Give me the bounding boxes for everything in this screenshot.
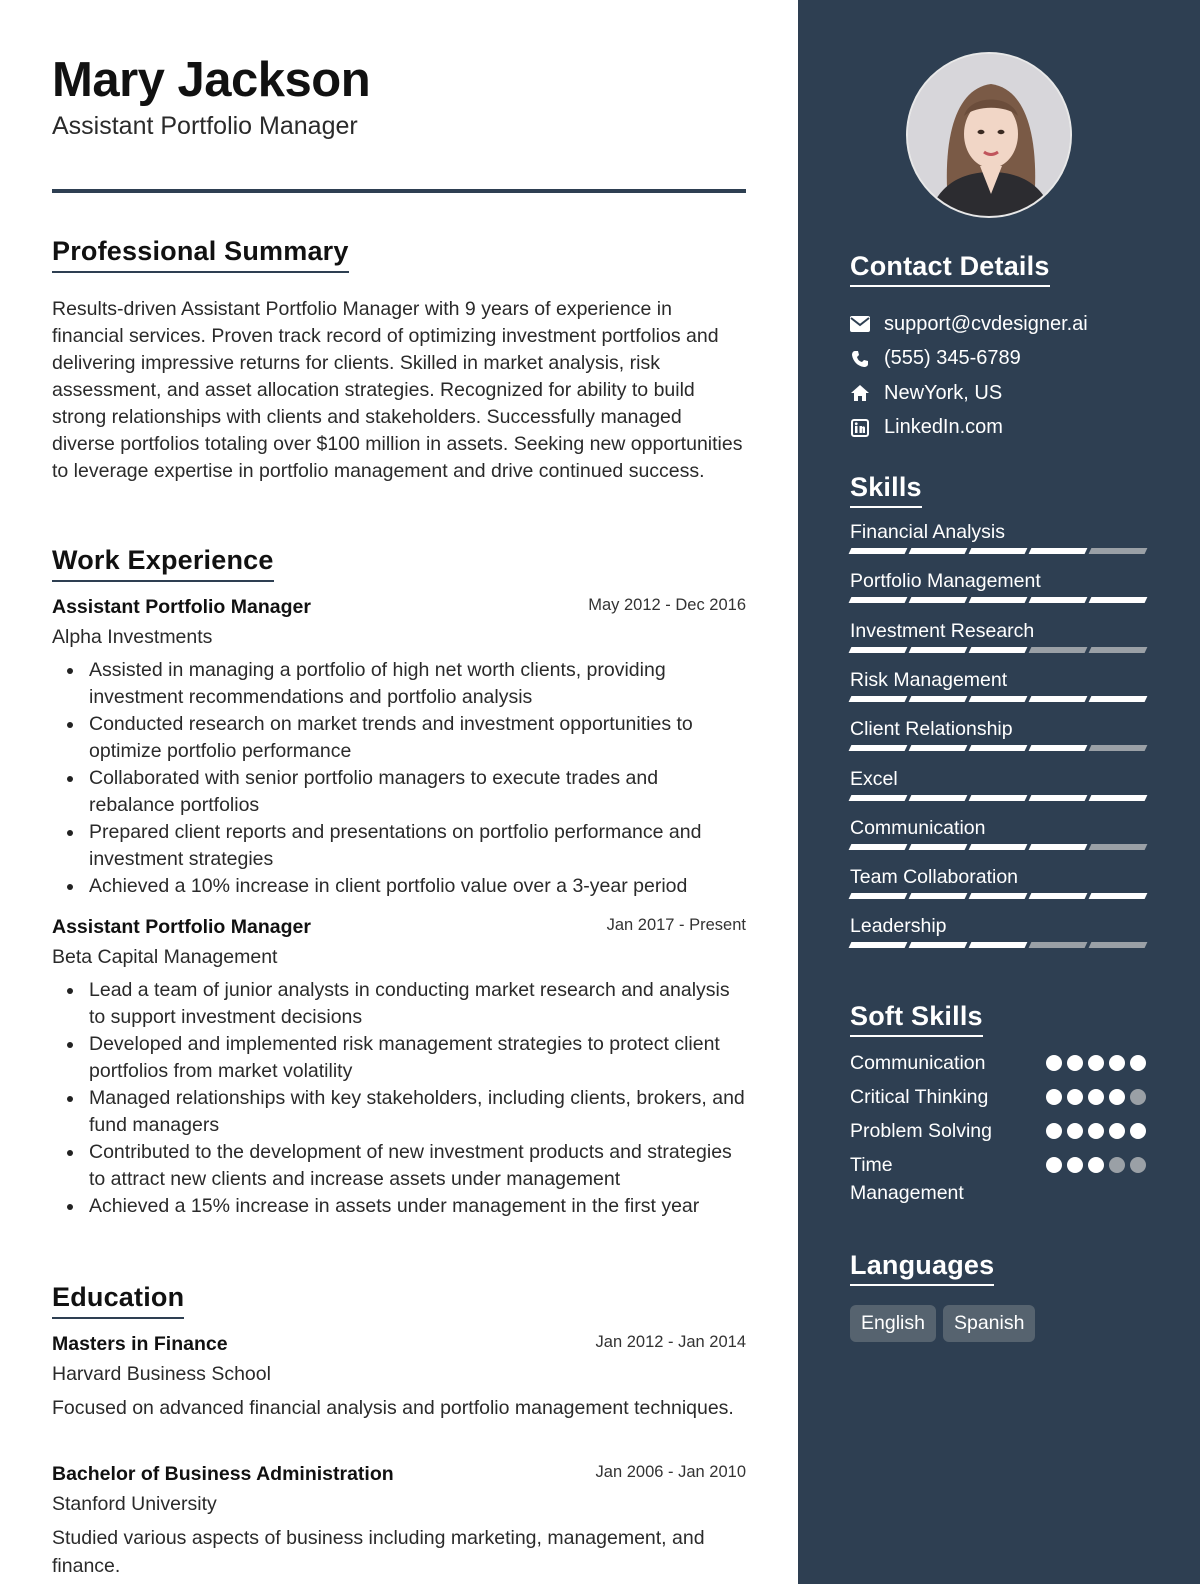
- skill-label: Risk Management: [850, 668, 1008, 691]
- skill-level-segment: [969, 745, 1028, 751]
- rating-dot: [1088, 1157, 1104, 1173]
- skill-level-segment: [909, 893, 968, 899]
- education-heading: Education: [52, 1282, 184, 1319]
- rating-dot: [1130, 1123, 1146, 1139]
- rating-dot: [1130, 1055, 1146, 1071]
- soft-skill-label: Critical Thinking: [850, 1086, 989, 1108]
- avatar: [906, 52, 1072, 218]
- skill-label: Client Relationship: [850, 718, 1013, 741]
- soft-skill-label: Problem Solving: [850, 1120, 992, 1142]
- skill-label: Communication: [850, 816, 986, 839]
- languages-heading: Languages: [850, 1250, 994, 1286]
- skill-label: Financial Analysis: [850, 521, 1005, 543]
- phone-icon: [850, 349, 870, 369]
- job-bullets: [52, 977, 746, 1220]
- skill-level-segment: [969, 597, 1028, 603]
- job-entry: [52, 596, 746, 900]
- degree-title: Bachelor of Business Administration: [52, 1463, 394, 1485]
- skill-level-segment: [969, 942, 1028, 948]
- skill-level-segment: [849, 844, 908, 850]
- skill-level-segment: [1029, 548, 1088, 554]
- degree-title: Masters in Finance: [52, 1333, 228, 1355]
- skill-level-bar: [850, 647, 1146, 653]
- skill-label: Team Collaboration: [850, 866, 1019, 889]
- skill-level-segment: [1089, 597, 1148, 603]
- experience-heading: Work Experience: [52, 545, 274, 582]
- skill-level-segment: [969, 696, 1028, 702]
- contact-linkedin[interactable]: [850, 411, 1088, 446]
- skill-level-segment: [849, 548, 908, 554]
- job-bullet: Lead a team of junior analysts in conducting market research and analysis to support investment decisions: [52, 977, 746, 1031]
- skill-level-segment: [849, 696, 908, 702]
- job-company: Beta Capital Management: [52, 946, 278, 968]
- skill-level-segment: [1029, 795, 1088, 801]
- job-bullet: Prepared client reports and presentations on portfolio performance and investment strategies: [52, 819, 746, 873]
- education-entry: [52, 1463, 746, 1580]
- job-bullet: Achieved a 10% increase in client portfolio value over a 3-year period: [52, 873, 746, 900]
- rating-dot: [1046, 1055, 1062, 1071]
- rating-dot: [1109, 1089, 1125, 1105]
- skill-item: [850, 866, 1146, 899]
- skill-item: [850, 521, 1146, 554]
- skill-level-bar: [850, 893, 1146, 899]
- skill-level-segment: [1089, 647, 1148, 653]
- profile-photo: [908, 54, 1072, 218]
- skill-level-segment: [1089, 745, 1148, 751]
- skill-item: [850, 570, 1146, 603]
- candidate-title: Assistant Portfolio Manager: [52, 112, 358, 140]
- skill-label: Portfolio Management: [850, 570, 1041, 593]
- contact-phone-text: (555) 345-6789: [884, 347, 1021, 370]
- skill-level-segment: [849, 942, 908, 948]
- skill-item: [850, 669, 1146, 702]
- soft-skill-rating: [1046, 1089, 1146, 1105]
- summary-text: Results-driven Assistant Portfolio Manager with 9 years of experience in financial services. Proven track record of optimizing investment portfolios and delivering impressive returns for clients. Skilled in market analysis, risk assessment, and asset allocation strategies. Recognized for ability to build strong relationships with clients and stakeholders. Successfully managed diverse portfolios totaling over $100 million in assets. Seeking new opportunities to leverage expertise in portfolio management and drive continued success.: [52, 298, 743, 482]
- contact-phone[interactable]: [850, 342, 1088, 377]
- contact-location-text: NewYork, US: [884, 381, 1003, 404]
- sidebar: [798, 0, 1200, 1584]
- soft-skill-item: [850, 1151, 1146, 1207]
- skill-level-segment: [1089, 893, 1148, 899]
- soft-skill-item: [850, 1117, 1146, 1145]
- skill-level-segment: [1029, 696, 1088, 702]
- skill-level-segment: [1089, 795, 1148, 801]
- skill-label: Investment Research: [850, 619, 1035, 642]
- skill-level-segment: [909, 597, 968, 603]
- contact-email[interactable]: [850, 307, 1088, 342]
- rating-dot: [1046, 1089, 1062, 1105]
- skill-level-segment: [849, 647, 908, 653]
- skill-level-segment: [849, 745, 908, 751]
- job-dates: Jan 2017 - Present: [606, 916, 746, 934]
- job-bullet: Assisted in managing a portfolio of high net worth clients, providing investment recommendations and portfolio analysis: [52, 657, 746, 711]
- skill-level-segment: [1029, 597, 1088, 603]
- job-bullet: Achieved a 15% increase in assets under management in the first year: [52, 1193, 746, 1220]
- skill-level-segment: [909, 942, 968, 948]
- skill-level-bar: [850, 696, 1146, 702]
- education-dates: Jan 2012 - Jan 2014: [595, 1333, 746, 1351]
- job-dates: May 2012 - Dec 2016: [588, 596, 746, 614]
- skill-level-segment: [909, 745, 968, 751]
- education-entry: [52, 1333, 746, 1422]
- rating-dot: [1109, 1157, 1125, 1173]
- skill-level-bar: [850, 844, 1146, 850]
- skill-level-segment: [909, 795, 968, 801]
- skill-level-segment: [969, 548, 1028, 554]
- skills-heading: Skills: [850, 472, 922, 508]
- skill-level-segment: [1029, 647, 1088, 653]
- skill-item: [850, 915, 1146, 948]
- language-badge: Spanish: [943, 1305, 1035, 1342]
- skill-level-segment: [1029, 942, 1088, 948]
- skill-level-segment: [1029, 844, 1088, 850]
- soft-skill-item: [850, 1049, 1146, 1077]
- job-title: Assistant Portfolio Manager: [52, 596, 311, 618]
- skill-level-segment: [1089, 548, 1148, 554]
- skill-level-bar: [850, 548, 1146, 554]
- education-description: Focused on advanced financial analysis and portfolio management techniques.: [52, 1397, 734, 1419]
- rating-dot: [1067, 1055, 1083, 1071]
- skill-level-segment: [1089, 942, 1148, 948]
- skill-level-segment: [1029, 893, 1088, 899]
- linkedin-icon: [850, 418, 870, 438]
- rating-dot: [1046, 1123, 1062, 1139]
- contact-email-text: support@cvdesigner.ai: [884, 312, 1088, 335]
- rating-dot: [1130, 1089, 1146, 1105]
- soft-skill-label: Communication: [850, 1052, 986, 1074]
- language-badge: English: [850, 1305, 936, 1342]
- rating-dot: [1088, 1089, 1104, 1105]
- soft-skill-label: Time Management: [850, 1154, 964, 1204]
- rating-dot: [1109, 1123, 1125, 1139]
- job-bullet: Managed relationships with key stakeholders, including clients, brokers, and fund managers: [52, 1085, 746, 1139]
- skill-item: [850, 718, 1146, 751]
- skill-level-bar: [850, 597, 1146, 603]
- languages-list: [850, 1305, 1035, 1342]
- rating-dot: [1067, 1157, 1083, 1173]
- rating-dot: [1067, 1123, 1083, 1139]
- contact-heading: Contact Details: [850, 251, 1050, 287]
- skill-level-segment: [969, 893, 1028, 899]
- home-icon: [850, 383, 870, 403]
- soft-skills-heading: Soft Skills: [850, 1001, 983, 1037]
- job-entry: [52, 916, 746, 1220]
- rating-dot: [1109, 1055, 1125, 1071]
- job-bullet: Developed and implemented risk management strategies to protect client portfolios from market volatility: [52, 1031, 746, 1085]
- education-description: Studied various aspects of business including marketing, management, and finance.: [52, 1527, 705, 1577]
- job-title: Assistant Portfolio Manager: [52, 916, 311, 938]
- candidate-name: Mary Jackson: [52, 53, 371, 107]
- skill-level-segment: [909, 696, 968, 702]
- skill-level-segment: [909, 647, 968, 653]
- job-bullets: [52, 657, 746, 900]
- rating-dot: [1088, 1123, 1104, 1139]
- skill-level-bar: [850, 795, 1146, 801]
- header-divider: [52, 189, 746, 193]
- education-dates: Jan 2006 - Jan 2010: [595, 1463, 746, 1481]
- soft-skill-item: [850, 1083, 1146, 1111]
- soft-skill-rating: [1046, 1055, 1146, 1071]
- skill-level-segment: [849, 795, 908, 801]
- main-column: [52, 0, 746, 1584]
- skill-level-segment: [969, 844, 1028, 850]
- skill-level-bar: [850, 942, 1146, 948]
- skill-level-segment: [849, 597, 908, 603]
- skill-label: Excel: [850, 767, 898, 790]
- skill-level-segment: [909, 844, 968, 850]
- skill-level-segment: [969, 795, 1028, 801]
- school-name: Stanford University: [52, 1493, 217, 1515]
- job-bullet: Conducted research on market trends and investment opportunities to optimize portfolio performance: [52, 711, 746, 765]
- summary-heading: Professional Summary: [52, 236, 349, 273]
- envelope-icon: [850, 314, 870, 334]
- job-company: Alpha Investments: [52, 626, 213, 648]
- skill-level-bar: [850, 745, 1146, 751]
- skill-level-segment: [1089, 696, 1148, 702]
- skill-item: [850, 768, 1146, 801]
- skill-level-segment: [1089, 844, 1148, 850]
- contact-list: [850, 307, 1088, 445]
- soft-skill-rating: [1046, 1123, 1146, 1139]
- skill-item: [850, 620, 1146, 653]
- rating-dot: [1088, 1055, 1104, 1071]
- skill-item: [850, 817, 1146, 850]
- job-bullet: Collaborated with senior portfolio managers to execute trades and rebalance portfolios: [52, 765, 746, 819]
- rating-dot: [1130, 1157, 1146, 1173]
- contact-location: [850, 376, 1088, 411]
- school-name: Harvard Business School: [52, 1363, 271, 1385]
- skill-level-segment: [1029, 745, 1088, 751]
- rating-dot: [1067, 1089, 1083, 1105]
- skill-level-segment: [849, 893, 908, 899]
- skill-level-segment: [969, 647, 1028, 653]
- rating-dot: [1046, 1157, 1062, 1173]
- soft-skill-rating: [1046, 1157, 1146, 1173]
- skill-label: Leadership: [850, 915, 947, 938]
- skill-level-segment: [909, 548, 968, 554]
- job-bullet: Contributed to the development of new investment products and strategies to attract new clients and increase assets under management: [52, 1139, 746, 1193]
- contact-linkedin-text: LinkedIn.com: [884, 416, 1003, 439]
